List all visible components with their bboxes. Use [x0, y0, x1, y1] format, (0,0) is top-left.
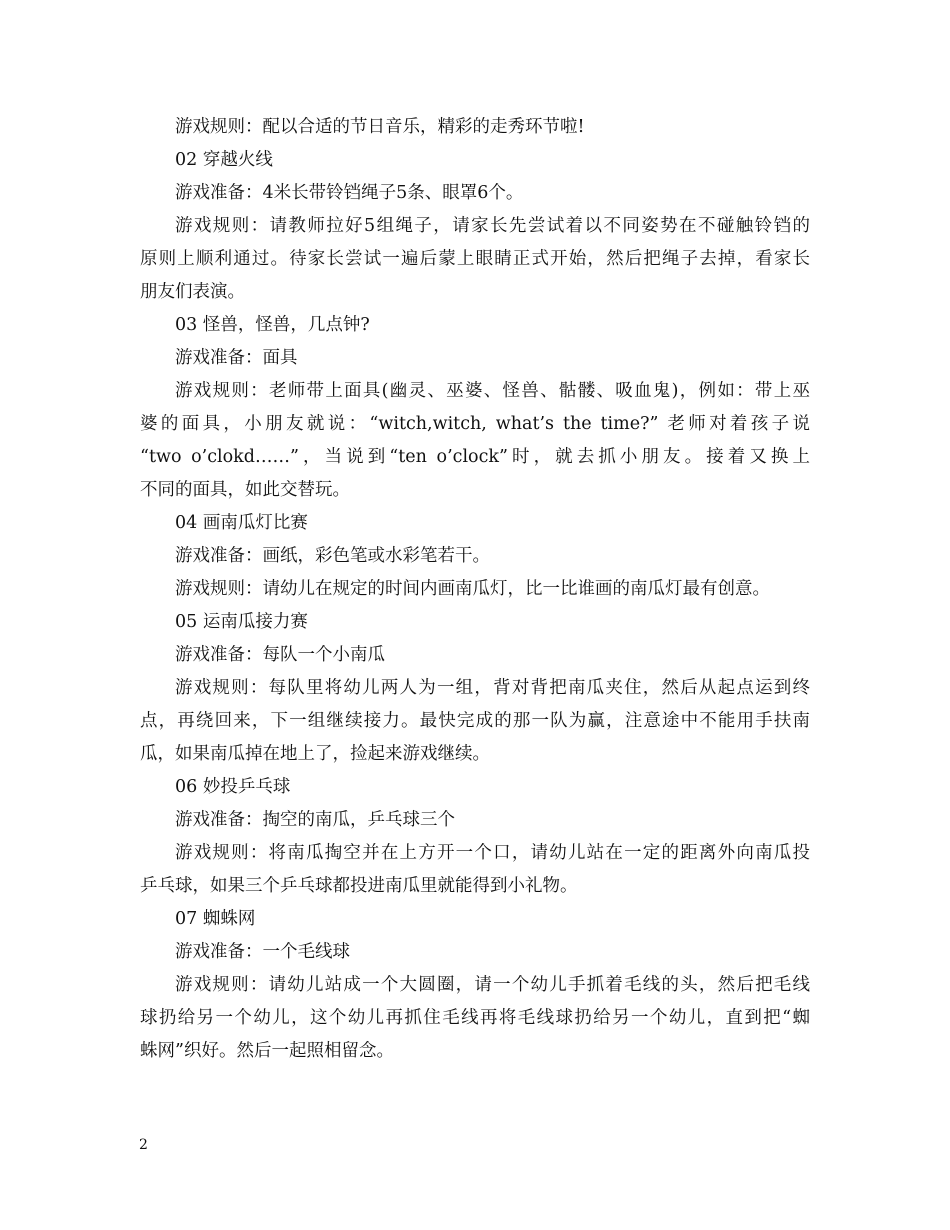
paragraph — [140, 672, 810, 771]
paragraph — [140, 375, 810, 507]
paragraph — [140, 540, 810, 573]
text-line: 游戏规则：每队里将幼儿两人为一组，背对背把南瓜夹住，然后从起点运到终 — [175, 678, 810, 698]
paragraph — [140, 177, 810, 210]
text-line: 游戏准备：掏空的南瓜，乒乓球三个 — [175, 810, 455, 830]
paragraph — [140, 507, 810, 540]
text-line: 05 运南瓜接力赛 — [175, 612, 308, 632]
text-line: 球扔给另一个幼儿，这个幼儿再抓住毛线再将毛线球扔给另一个幼儿，直到把“蜘 — [140, 1008, 810, 1028]
text-line: 游戏准备：一个毛线球 — [175, 942, 350, 962]
text-line: 原则上顺利通过。待家长尝试一遍后蒙上眼睛正式开始，然后把绳子去掉，看家长 — [140, 249, 810, 269]
paragraph — [140, 210, 810, 309]
page-number: 2 — [139, 1137, 148, 1153]
paragraph — [140, 639, 810, 672]
text-line: 不同的面具，如此交替玩。 — [140, 480, 350, 500]
text-line: 06 妙投乒乓球 — [175, 777, 291, 797]
text-line: 蛛网”织好。然后一起照相留念。 — [140, 1041, 394, 1061]
paragraph — [140, 936, 810, 969]
paragraph — [140, 969, 810, 1068]
text-line: 游戏准备：画纸，彩色笔或水彩笔若干。 — [175, 546, 490, 566]
text-line: 游戏规则：请幼儿站成一个大圆圈，请一个幼儿手抓着毛线的头，然后把毛线 — [175, 975, 810, 995]
paragraph — [140, 573, 810, 606]
text-line: 游戏准备：每队一个小南瓜 — [175, 645, 385, 665]
text-line: 游戏规则：请幼儿在规定的时间内画南瓜灯，比一比谁画的南瓜灯最有创意。 — [175, 579, 770, 599]
text-line: 03 怪兽，怪兽，几点钟? — [175, 315, 370, 335]
text-line: 瓜，如果南瓜掉在地上了，捡起来游戏继续。 — [140, 744, 490, 764]
paragraph — [140, 903, 810, 936]
paragraph — [140, 342, 810, 375]
text-line: 婆的面具，小朋友就说：“witch,witch, what’s the time?” 老师对着孩子说 — [140, 414, 810, 434]
text-line: 游戏规则：配以合适的节日音乐，精彩的走秀环节啦! — [175, 117, 585, 137]
paragraph — [140, 804, 810, 837]
text-line: 游戏准备：面具 — [175, 348, 298, 368]
text-line: “two o’clokd……”，当说到“ten o’clock”时，就去抓小朋友。接着又换上 — [140, 447, 810, 467]
text-line: 朋友们表演。 — [140, 282, 245, 302]
document-body — [140, 111, 810, 1068]
text-line: 游戏规则：老师带上面具(幽灵、巫婆、怪兽、骷髅、吸血鬼)，例如：带上巫 — [175, 381, 810, 401]
text-line: 02 穿越火线 — [175, 150, 273, 170]
paragraph — [140, 837, 810, 903]
text-line: 游戏规则：请教师拉好5组绳子，请家长先尝试着以不同姿势在不碰触铃铛的 — [175, 216, 810, 236]
text-line: 07 蜘蛛网 — [175, 909, 256, 929]
text-line: 04 画南瓜灯比赛 — [175, 513, 308, 533]
text-line: 点，再绕回来，下一组继续接力。最快完成的那一队为赢，注意途中不能用手扶南 — [140, 711, 810, 731]
text-line: 游戏准备：4米长带铃铛绳子5条、眼罩6个。 — [175, 183, 524, 203]
text-line: 游戏规则：将南瓜掏空并在上方开一个口，请幼儿站在一定的距离外向南瓜投 — [175, 843, 810, 863]
paragraph — [140, 111, 810, 144]
paragraph — [140, 144, 810, 177]
text-line: 乒乓球，如果三个乒乓球都投进南瓜里就能得到小礼物。 — [140, 876, 578, 896]
paragraph — [140, 771, 810, 804]
paragraph — [140, 309, 810, 342]
paragraph — [140, 606, 810, 639]
